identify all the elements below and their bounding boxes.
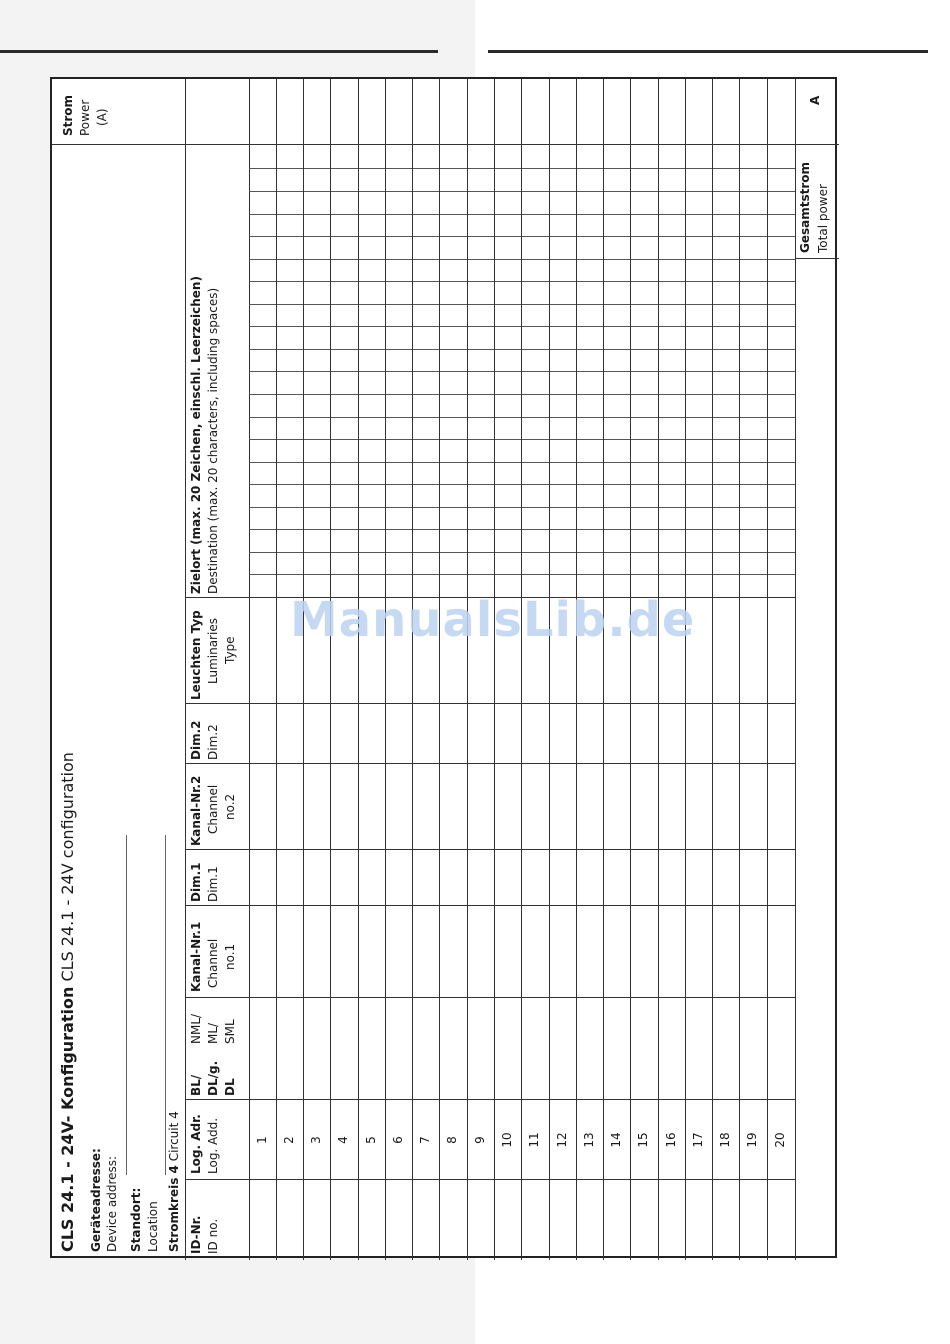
- device-address-label-en: Device address:: [105, 1155, 119, 1252]
- row-line: [767, 79, 768, 1260]
- col-header-dest-de: Zielort (max. 20 Zeichen, einschl. Leerzeichen): [189, 276, 203, 594]
- circuit-label: [166, 1111, 183, 1252]
- row-number: 12: [555, 1132, 569, 1148]
- total-power-label-de: Gesamtstrom: [798, 161, 812, 253]
- location-label-en: Location: [146, 1201, 160, 1252]
- col-header-ch1-en-a: Channel: [206, 938, 220, 988]
- circuit-label-de: Stromkreis 4: [167, 1165, 181, 1252]
- row-number: 7: [418, 1136, 432, 1144]
- row-line: [412, 79, 413, 1260]
- row-number: 8: [445, 1136, 459, 1144]
- row-number: 17: [691, 1132, 705, 1148]
- col-header-ch2-de: Kanal-Nr.2: [189, 775, 203, 846]
- configuration-form: [50, 77, 837, 1258]
- row-number: 5: [364, 1136, 378, 1144]
- col-header-bl-c: DL: [223, 1078, 237, 1096]
- col-header-bl-b: DL/g.: [206, 1060, 220, 1096]
- row-number: 14: [609, 1132, 623, 1148]
- col-header-nml-a: NML/: [189, 1013, 203, 1044]
- row-number: 9: [473, 1136, 487, 1144]
- col-header-power-en-b: (A): [95, 108, 109, 126]
- col-header-type-en-b: Type: [223, 636, 237, 664]
- table-bottom-line: [795, 79, 796, 1260]
- row-line: [303, 79, 304, 1260]
- col-header-log-en: Log. Add.: [206, 1117, 220, 1174]
- total-power-unit: A: [808, 95, 822, 105]
- row-number: 4: [336, 1136, 350, 1144]
- form-title-de: CLS 24.1 - 24V- Konfiguration: [58, 986, 77, 1252]
- col-header-ch1-en-b: no.1: [223, 943, 237, 970]
- row-line: [685, 79, 686, 1260]
- col-header-dim1-de: Dim.1: [189, 862, 203, 902]
- row-line: [576, 79, 577, 1260]
- row-line: [521, 79, 522, 1260]
- device-address-field[interactable]: [126, 835, 127, 1175]
- row-line: [658, 79, 659, 1260]
- row-number: 11: [527, 1132, 541, 1148]
- col-header-power-de: Strom: [61, 94, 75, 136]
- total-box-divider: [795, 144, 839, 145]
- row-number: 18: [718, 1132, 732, 1148]
- header-bottom-line: [249, 79, 250, 1260]
- row-line: [276, 79, 277, 1260]
- row-line: [549, 79, 550, 1260]
- row-line: [630, 79, 631, 1260]
- row-line: [603, 79, 604, 1260]
- col-header-ch2-en-b: no.2: [223, 793, 237, 820]
- col-header-ch1-de: Kanal-Nr.1: [189, 921, 203, 992]
- watermark-logo: ManualsLib.de: [290, 592, 696, 648]
- form-title-en: CLS 24.1 - 24V configuration: [58, 752, 77, 982]
- row-line: [712, 79, 713, 1260]
- row-number: 2: [282, 1136, 296, 1144]
- top-rule-right: [488, 50, 928, 53]
- row-line: [494, 79, 495, 1260]
- col-header-dim2-de: Dim.2: [189, 720, 203, 760]
- col-header-power-en-a: Power: [78, 99, 92, 136]
- col-header-id-en: ID no.: [206, 1218, 220, 1254]
- total-box-left-edge: [795, 258, 839, 259]
- row-line: [385, 79, 386, 1260]
- col-header-dest-en: Destination (max. 20 characters, including spaces): [206, 287, 220, 594]
- total-power-label-en: Total power: [816, 184, 830, 253]
- row-number: 6: [391, 1136, 405, 1144]
- rotated-form-content: [52, 79, 839, 1260]
- col-header-type-de: Leuchten Typ: [189, 610, 203, 700]
- row-line: [467, 79, 468, 1260]
- row-line: [330, 79, 331, 1260]
- row-line: [439, 79, 440, 1260]
- row-number: 20: [773, 1132, 787, 1148]
- col-header-log-de: Log. Adr.: [189, 1114, 203, 1174]
- row-line: [739, 79, 740, 1260]
- col-header-dim1-en: Dim.1: [206, 866, 220, 902]
- device-address-label-de: Geräteadresse:: [89, 1148, 103, 1252]
- location-label-de: Standort:: [129, 1187, 143, 1252]
- row-number: 19: [745, 1132, 759, 1148]
- row-number: 16: [664, 1132, 678, 1148]
- row-line: [358, 79, 359, 1260]
- row-number: 3: [309, 1136, 323, 1144]
- top-rule-left: [0, 50, 438, 53]
- col-header-type-en-a: Luminaries: [206, 618, 220, 684]
- col-header-nml-b: ML/: [206, 1022, 220, 1044]
- strom-header-left-edge: [52, 144, 185, 145]
- form-title: [58, 752, 78, 1252]
- row-number: 1: [255, 1136, 269, 1144]
- row-number: 15: [636, 1132, 650, 1148]
- col-header-nml-c: SML: [223, 1019, 237, 1044]
- col-header-id-de: ID-Nr.: [189, 1215, 203, 1254]
- col-header-ch2-en-a: Channel: [206, 784, 220, 834]
- header-top-line: [185, 79, 186, 1260]
- col-header-dim2-en: Dim.2: [206, 724, 220, 760]
- row-number: 13: [582, 1132, 596, 1148]
- circuit-label-en: Circuit 4: [167, 1111, 181, 1162]
- row-number: 10: [500, 1132, 514, 1148]
- col-header-bl-a: BL/: [189, 1074, 203, 1096]
